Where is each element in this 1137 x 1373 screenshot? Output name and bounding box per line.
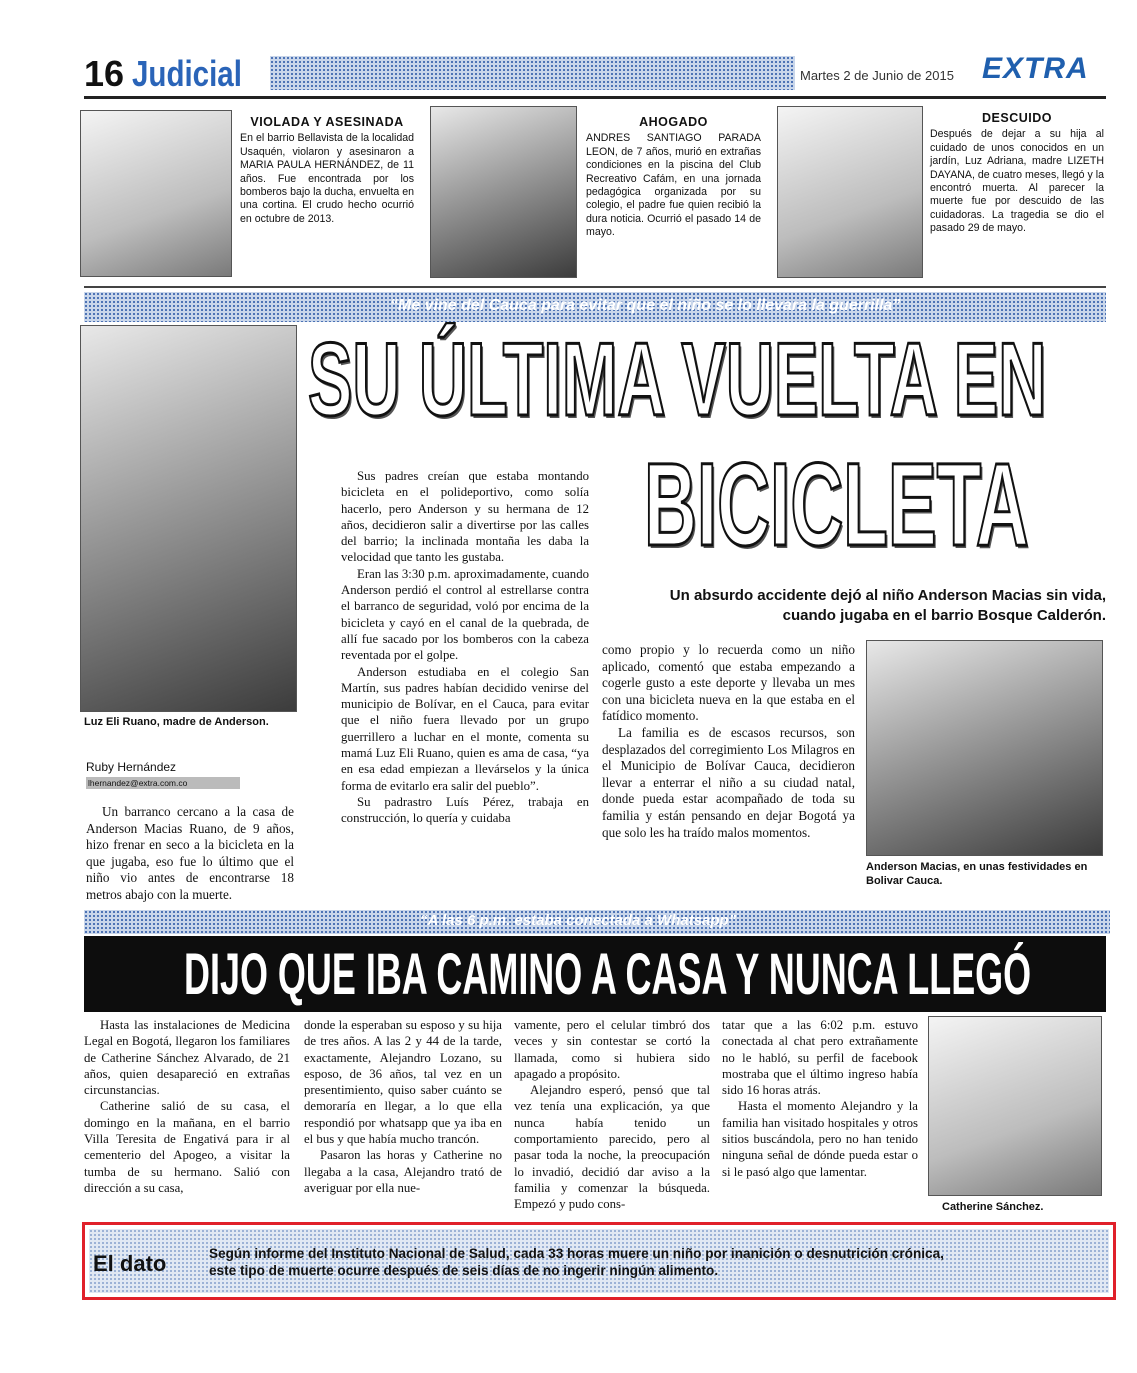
story2-kicker: “A las 6 p.m. estaba conectada a Whatsapp”: [420, 912, 737, 929]
briefs-rule: [84, 286, 1106, 288]
story2-col2-p1: donde la esperaban su esposo y su hija de tres años. A las 2 y 44 de la tarde, exactamente, Alejandro Lozano, su esposo, de 36 años, tal vez en un presentimiento, quiso saber cuánto se demoraría en llegar, a lo que ella respondió por whatsapp que ya iba en el bus y que había mucho trancón.: [304, 1018, 502, 1147]
story2-photo-caption: Catherine Sánchez.: [942, 1201, 1044, 1213]
section-title: [132, 54, 272, 94]
issue-date: Martes 2 de Junio de 2015: [800, 68, 954, 83]
brief2-text: ANDRES SANTIAGO PARADA LEON, de 7 años, murió en extrañas condiciones en la piscina del Club Recreativo Cafám, en una jornada pedagógica organizada por su colegio, el padre fue quien recibió la dura noticia. Ocurrió el pasado 14 de mayo.: [586, 132, 761, 239]
story1-byline: Ruby Hernández: [86, 760, 177, 774]
story1-subhead-line2: cuando jugaba en el barrio Bosque Calderón.: [782, 607, 1106, 624]
story2-col1-p2: Catherine salió de su casa, el domingo en la mañana, en el barrio Villa Teresita de Engativá para ir al cementerio del Apogeo, a visitar la tumba de su hermano. Salió con dirección a su casa,: [84, 1099, 290, 1195]
brief1-photo: [80, 110, 232, 277]
story2-catherine-photo: [928, 1016, 1102, 1196]
story1-subhead: [600, 586, 1106, 626]
story2-col4-p1: tatar que a las 6:02 p.m. estuvo conectada al chat pero extrañamente no le habló, su perfil de facebook mostraba que el último ingreso había sido 16 horas atrás.: [722, 1018, 918, 1098]
story2-column-4: [722, 1017, 918, 1180]
story1-headline-line2: BICICLETA: [644, 439, 1029, 571]
story1-mother-photo: [80, 325, 297, 712]
brief3: [930, 112, 1104, 236]
story1-col3-p1: como propio y lo recuerda como un niño aplicado, comentó que estaba empezando a cogerle gusto a este deporte y llevaba un mes con una bicicleta nueva en la que estaba en el fatídico momento.: [602, 642, 855, 724]
story2-col2-p2: Pasaron las horas y Catherine no llegaba a la casa, Alejandro trató de averiguar por ella nue-: [304, 1148, 502, 1195]
story2-column-1: [84, 1017, 290, 1196]
brief2: [586, 116, 761, 240]
header-band: [270, 56, 795, 90]
brief1-text: En el barrio Bellavista de la localidad Usaquén, violaron y asesinaron a MARIA PAULA HERNÁNDEZ, de 11 años. Fue encontrada por los bomberos bajo la ducha, envuelta en una cortina. El crudo hecho ocurrió en octubre de 2013.: [240, 132, 414, 225]
story2-column-3: [514, 1017, 710, 1213]
story1-headline-line1: SU ÚLTIMA VUELTA EN: [308, 322, 1047, 438]
fact-box-text: [209, 1245, 944, 1279]
story1-subhead-line1: Un absurdo accidente dejó al niño Anderson Macias sin vida,: [669, 587, 1106, 604]
story1-col2-p2: Eran las 3:30 p.m. aproximadamente, cuando Anderson perdió el control al estrellarse contra el barranco de seguridad, voló por encima de la bicicleta y cayó en el canal de la quebrada, de allí fue sacado por los bomberos con la cabeza reventada por el golpe.: [341, 566, 589, 663]
story2-headline-bar: [84, 936, 1106, 1012]
fact-box-line1: Según informe del Instituto Nacional de Salud, cada 33 horas muere un niño por inanición o desnutrición crónica,: [209, 1246, 944, 1261]
section-title-text: Judicial: [132, 53, 242, 94]
story2-col3-p2: Alejandro esperó, pensó que tal vez tenía una explicación, ya que nunca había tenido un comportamiento parecido, pero al pasar toda la noche, la preocupación lo invadió, decidió dar aviso a la familia y comenzar la búsqueda. Empezó y pudo cons-: [514, 1083, 710, 1212]
brief3-title: DESCUIDO: [982, 111, 1052, 125]
fact-box-label: El dato: [93, 1251, 167, 1276]
brief1: [240, 116, 414, 226]
story1-col2-p3: Anderson estudiaba en el colegio San Martín, sus padres habían decidido venirse del municipio de Bolívar, en el Cauca, para evitar que el niño fuera llevado por un grupo guerrillero a luchar en el monte, comenta su mamá Luz Eli Ruano, quien es ama de casa, “ya en esa edad empiezan a llevárselos y la única forma de evitarlo era salir del pueblo”.: [341, 664, 589, 793]
newspaper-logo: EXTRA: [982, 52, 1089, 85]
story1-col1-text: Un barranco cercano a la casa de Anderson Macias Ruano, de 9 años, hizo frenar en seco a la bicicleta en la que jugaba, eso fue lo último que el niño vio antes de encontrarse 18 metros abajo con la muerte.: [86, 804, 294, 902]
story1-photo2-caption: Anderson Macias, en unas festividades en Bolivar Cauca.: [866, 861, 1088, 887]
fact-box: [82, 1222, 1116, 1300]
story2-headline: DIJO QUE IBA CAMINO A CASA Y NUNCA LLEGÓ: [184, 942, 1032, 1007]
header-rule: [84, 96, 1106, 99]
story2-col3-p1: vamente, pero el celular timbró dos veces y sin contestar se cortó la llamada, como si hubiera sido apagado a propósito.: [514, 1018, 710, 1081]
story2-column-2: [304, 1017, 502, 1196]
story1-photo-caption: Luz Eli Ruano, madre de Anderson.: [84, 716, 269, 728]
story1-col2-p4: Su padrastro Luís Pérez, trabaja en construcción, lo quería y cuidaba: [341, 794, 589, 826]
fact-box-line2: este tipo de muerte ocurre después de seis días de no ingerir ningún alimento.: [209, 1263, 719, 1278]
story1-col3-p2: La familia es de escasos recursos, son desplazados del corregimiento Los Milagros en el Municipio de Bolívar Cauca, decidieron llevar a enterrar el niño a su ciudad natal, donde pueda estar acompañado de toda su familia y están pensando en dejar Bogotá ya que solo les ha traído malos momentos.: [602, 724, 855, 840]
story1-column-1: [86, 804, 294, 904]
story1-column-3: [602, 642, 855, 841]
story2-col1-p1: Hasta las instalaciones de Medicina Legal en Bogotá, llegaron los familiares de Catherine Sánchez Alvarado, de 21 años, quien desapareció en extrañas circunstancias.: [84, 1018, 290, 1098]
story1-kicker: “Me vine del Cauca para evitar que el niño se lo llevara la guerrilla”: [390, 297, 901, 314]
brief2-title: AHOGADO: [639, 115, 708, 129]
brief3-photo: [777, 106, 923, 278]
story2-col4-p2: Hasta el momento Alejandro y la familia han visitado hospitales y otros sitios buscándola, pero no han tenido ninguna señal de dónde pueda estar o si le pasó algo que lamentar.: [722, 1099, 918, 1179]
brief1-title: VIOLADA Y ASESINADA: [250, 115, 404, 129]
brief2-photo: [430, 106, 577, 278]
story1-column-2: [341, 468, 589, 827]
brief3-text: Después de dejar a su hija al cuidado de unos conocidos en un jardín, Luz Adriana, madre LIZETH DAYANA, de cuatro meses, llegó y la encontró muerta. Al parecer la muerte fue por descuido de las cuidadoras. La tragedia se dio el pasado 29 de mayo.: [930, 128, 1104, 235]
story1-byline-email: lhernandez@extra.com.co: [86, 777, 240, 789]
page-number: 16: [84, 53, 125, 94]
story1-col2-p1: Sus padres creían que estaba montando bicicleta en el polideportivo, como solía hacerlo, pero Anderson y su hermana de 12 años, decidieron salir a divertirse por las calles del barrio; la inclinada montaña les daba la velocidad que tanto les gustaba.: [341, 469, 589, 565]
story1-anderson-photo: [866, 640, 1103, 856]
